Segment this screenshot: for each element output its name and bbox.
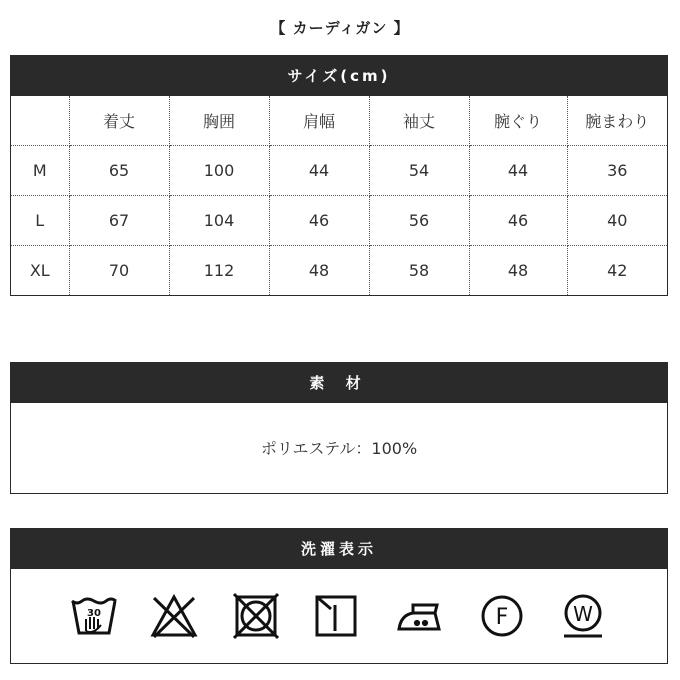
dry-clean-letter: F [495,605,509,630]
table-header-cell [11,96,69,146]
no-tumble-dry-icon [231,591,281,641]
material-text: ポリエステル：100% [260,439,418,458]
table-cell: 44 [469,146,567,196]
dry-clean-f-icon [477,591,527,641]
table-header-cell: 肩幅 [269,96,369,146]
table-header-cell: 胸囲 [169,96,269,146]
table-cell: XL [11,246,69,296]
care-heading: 洗濯表示 [11,529,667,569]
material-heading: 素 材 [11,363,667,403]
table-row [11,146,667,196]
table-cell: 67 [69,196,169,246]
iron-low-icon [395,591,445,641]
table-cell: 54 [369,146,469,196]
wet-clean-letter: W [573,602,593,626]
table-cell: 56 [369,196,469,246]
table-cell: 42 [607,261,628,280]
table-header-cell: 着丈 [69,96,169,146]
line-dry-icon [311,591,361,641]
table-cell: 44 [269,146,369,196]
table-cell: 40 [567,196,667,246]
care-icons-row [11,569,667,661]
table-header-cell: 袖丈 [369,96,469,146]
page-title: 【 カーディガン 】 [270,19,410,37]
size-section [10,55,668,296]
table-header-cell: 腕ぐり [469,96,567,146]
table-header-cell: 腕まわり [567,96,667,146]
table-cell: 100 [169,146,269,196]
no-bleach-icon [149,591,199,641]
table-cell: 48 [269,246,369,296]
table-cell: 65 [69,146,169,196]
table-cell: 70 [69,246,169,296]
size-table [11,96,667,295]
table-cell: 58 [369,246,469,296]
table-cell: 46 [469,196,567,246]
wash-temp: 30 [87,608,101,619]
table-cell: 104 [169,196,269,246]
table-cell: 48 [469,246,567,296]
table-cell: 36 [567,146,667,196]
table-header-row [11,96,667,146]
table-cell: M [11,146,69,196]
table-row [11,246,667,296]
table-cell: L [11,196,69,246]
table-cell: 112 [169,246,269,296]
material-section [10,362,668,494]
size-heading: サイズ(cm) [11,56,667,96]
table-cell: 46 [269,196,369,246]
hand-wash-icon [69,591,119,641]
care-section [10,528,668,664]
table-row [11,196,667,246]
wet-clean-w-icon [558,591,608,641]
